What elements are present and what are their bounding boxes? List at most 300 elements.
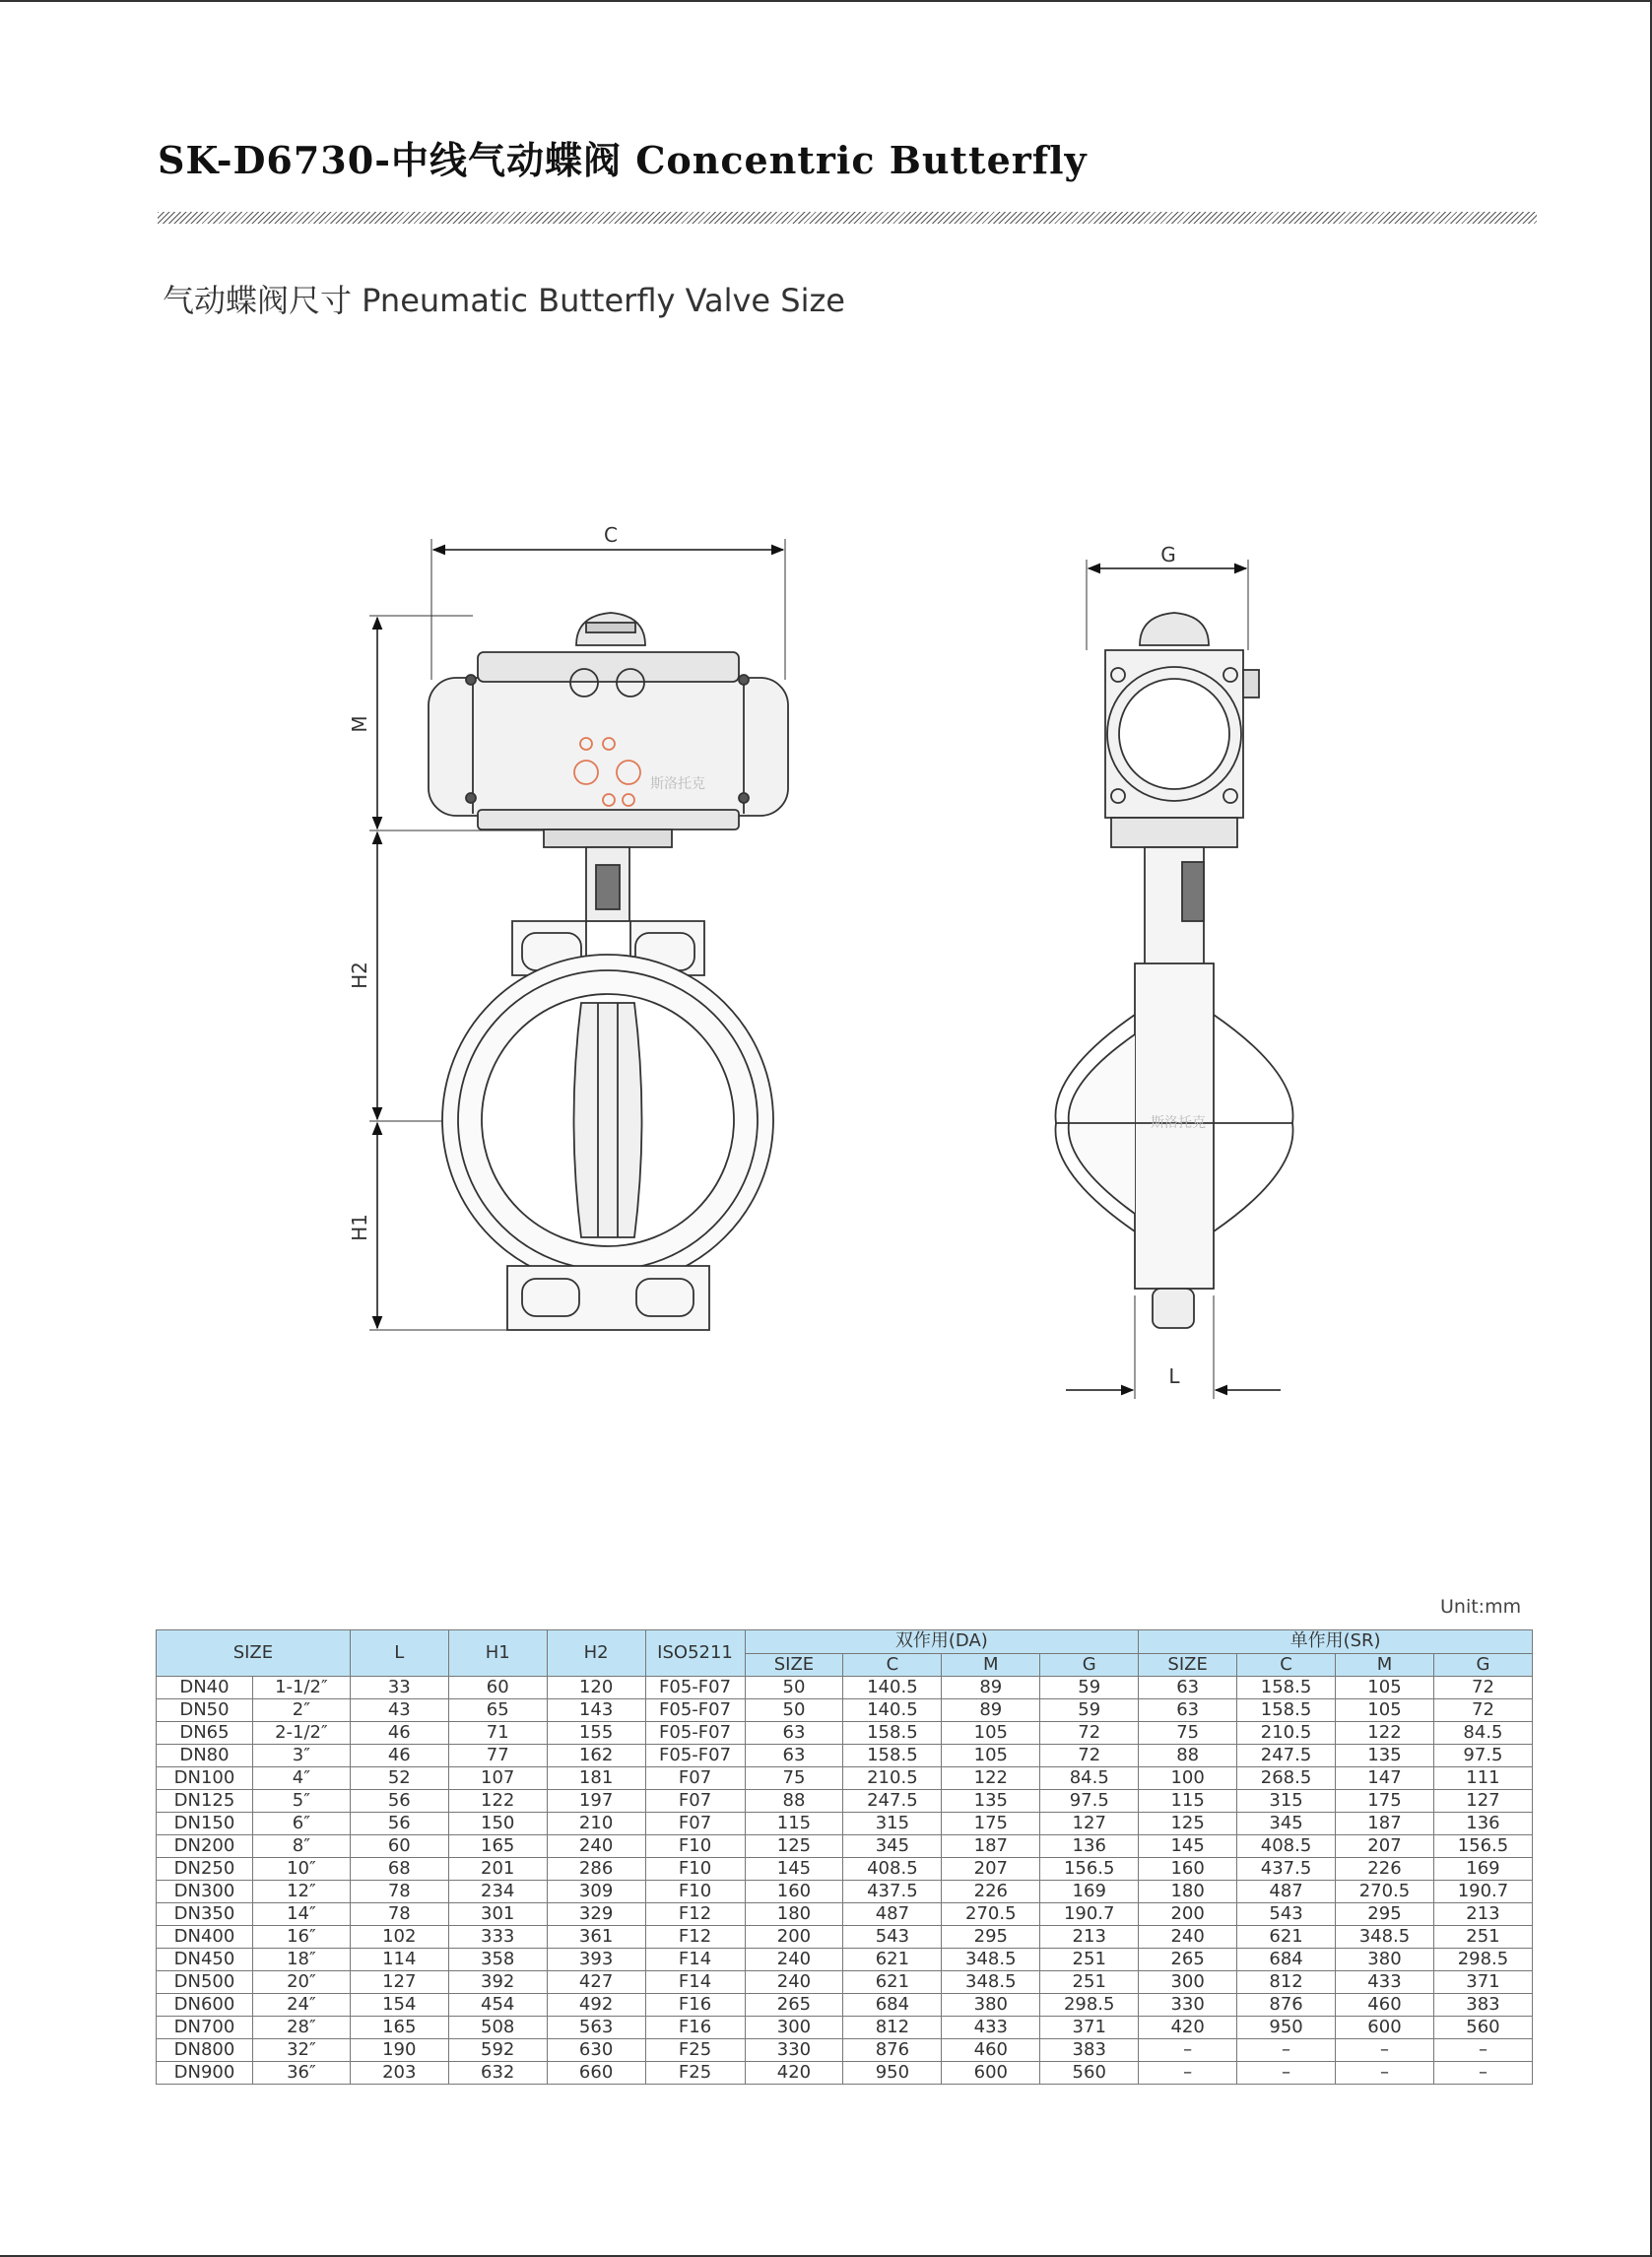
table-cell: 437.5	[1237, 1858, 1336, 1881]
table-row	[157, 1926, 1533, 1949]
table-cell: 268.5	[1237, 1767, 1336, 1790]
table-cell: 84.5	[1040, 1767, 1139, 1790]
table-cell: 187	[942, 1835, 1040, 1858]
table-cell: 32″	[252, 2039, 350, 2062]
table-cell: 226	[942, 1881, 1040, 1903]
table-cell: 371	[1040, 2017, 1139, 2039]
table-cell: 240	[745, 1949, 843, 1971]
table-cell: DN80	[157, 1745, 253, 1767]
header-sr-size: SIZE	[1139, 1653, 1237, 1677]
table-cell: 251	[1040, 1971, 1139, 1994]
table-cell: 75	[1139, 1722, 1237, 1745]
table-row	[157, 1881, 1533, 1903]
table-row	[157, 1767, 1533, 1790]
table-cell: 72	[1433, 1699, 1532, 1722]
table-cell: 950	[843, 2062, 942, 2085]
table-cell: 180	[1139, 1881, 1237, 1903]
table-cell: DN700	[157, 2017, 253, 2039]
table-cell: 63	[1139, 1677, 1237, 1699]
table-row	[157, 1722, 1533, 1745]
table-cell: 63	[745, 1745, 843, 1767]
table-cell: 408.5	[843, 1858, 942, 1881]
table-cell: 160	[1139, 1858, 1237, 1881]
table-cell: 125	[1139, 1813, 1237, 1835]
table-cell: 135	[1336, 1745, 1434, 1767]
table-cell: DN40	[157, 1677, 253, 1699]
table-cell: 160	[745, 1881, 843, 1903]
table-cell: 213	[1040, 1926, 1139, 1949]
table-cell: 165	[448, 1835, 547, 1858]
table-cell: 77	[448, 1745, 547, 1767]
table-cell: DN350	[157, 1903, 253, 1926]
table-row	[157, 1858, 1533, 1881]
header-iso: ISO5211	[645, 1630, 745, 1677]
table-cell: 97.5	[1040, 1790, 1139, 1813]
table-body	[157, 1677, 1533, 2085]
table-cell: 165	[350, 2017, 448, 2039]
table-cell: 156.5	[1433, 1835, 1532, 1858]
table-row	[157, 1949, 1533, 1971]
table-cell: 187	[1336, 1813, 1434, 1835]
table-cell: DN125	[157, 1790, 253, 1813]
table-cell: 20″	[252, 1971, 350, 1994]
table-cell: 329	[547, 1903, 645, 1926]
table-cell: DN400	[157, 1926, 253, 1949]
page-title: SK-D6730-中线气动蝶阀 Concentric Butterfly	[158, 138, 1088, 182]
table-cell: 46	[350, 1745, 448, 1767]
table-row	[157, 2017, 1533, 2039]
table-cell: 543	[1237, 1903, 1336, 1926]
table-cell: 156.5	[1040, 1858, 1139, 1881]
table-cell: 621	[1237, 1926, 1336, 1949]
table-cell: F16	[645, 1994, 745, 2017]
table-cell: 6″	[252, 1813, 350, 1835]
table-cell: 78	[350, 1903, 448, 1926]
table-row	[157, 1790, 1533, 1813]
table-row	[157, 1835, 1533, 1858]
table-cell: DN800	[157, 2039, 253, 2062]
table-cell: 136	[1433, 1813, 1532, 1835]
table-cell: F05-F07	[645, 1722, 745, 1745]
table-cell: 247.5	[843, 1790, 942, 1813]
table-row	[157, 1971, 1533, 1994]
table-cell: –	[1433, 2062, 1532, 2085]
table-cell: 210.5	[843, 1767, 942, 1790]
table-cell: 5″	[252, 1790, 350, 1813]
table-cell: 454	[448, 1994, 547, 2017]
table-cell: 169	[1433, 1858, 1532, 1881]
table-cell: 210	[547, 1813, 645, 1835]
table-cell: 162	[547, 1745, 645, 1767]
table-cell: 361	[547, 1926, 645, 1949]
table-cell: 155	[547, 1722, 645, 1745]
dim-label-g: G	[1160, 543, 1176, 566]
table-cell: 876	[843, 2039, 942, 2062]
table-cell: 433	[942, 2017, 1040, 2039]
table-cell: 105	[1336, 1677, 1434, 1699]
table-cell: 684	[843, 1994, 942, 2017]
table-cell: 358	[448, 1949, 547, 1971]
header-da-c: C	[843, 1653, 942, 1677]
table-cell: 136	[1040, 1835, 1139, 1858]
table-cell: 393	[547, 1949, 645, 1971]
table-cell: 181	[547, 1767, 645, 1790]
table-cell: 89	[942, 1699, 1040, 1722]
table-cell: 383	[1433, 1994, 1532, 2017]
table-cell: 89	[942, 1677, 1040, 1699]
table-cell: 175	[942, 1813, 1040, 1835]
table-cell: 100	[1139, 1767, 1237, 1790]
table-cell: 315	[1237, 1790, 1336, 1813]
table-cell: 383	[1040, 2039, 1139, 2062]
table-cell: 75	[745, 1767, 843, 1790]
dim-label-h1: H1	[348, 1214, 371, 1241]
table-cell: 36″	[252, 2062, 350, 2085]
table-cell: 150	[448, 1813, 547, 1835]
table-cell: –	[1336, 2062, 1434, 2085]
dim-label-c: C	[604, 523, 618, 547]
table-cell: 24″	[252, 1994, 350, 2017]
table-cell: 122	[942, 1767, 1040, 1790]
watermark-side: 斯洛托克	[1151, 1115, 1206, 1131]
table-cell: 88	[1139, 1745, 1237, 1767]
table-cell: 270.5	[942, 1903, 1040, 1926]
table-cell: 18″	[252, 1949, 350, 1971]
table-cell: 508	[448, 2017, 547, 2039]
table-cell: 97.5	[1433, 1745, 1532, 1767]
table-cell: 433	[1336, 1971, 1434, 1994]
table-cell: 52	[350, 1767, 448, 1790]
header-da-size: SIZE	[745, 1653, 843, 1677]
table-cell: 190.7	[1433, 1881, 1532, 1903]
table-cell: 105	[942, 1722, 1040, 1745]
table-cell: 563	[547, 2017, 645, 2039]
table-cell: 197	[547, 1790, 645, 1813]
table-cell: 158.5	[1237, 1677, 1336, 1699]
table-cell: DN500	[157, 1971, 253, 1994]
table-cell: 543	[843, 1926, 942, 1949]
table-cell: 265	[1139, 1949, 1237, 1971]
table-cell: DN100	[157, 1767, 253, 1790]
table-cell: F07	[645, 1790, 745, 1813]
table-cell: 72	[1433, 1677, 1532, 1699]
table-cell: 2″	[252, 1699, 350, 1722]
header-da-g: G	[1040, 1653, 1139, 1677]
table-cell: 247.5	[1237, 1745, 1336, 1767]
table-cell: 43	[350, 1699, 448, 1722]
table-cell: F25	[645, 2062, 745, 2085]
table-cell: 345	[843, 1835, 942, 1858]
table-cell: 3″	[252, 1745, 350, 1767]
table-cell: 660	[547, 2062, 645, 2085]
dim-label-h2: H2	[348, 962, 371, 989]
table-cell: 251	[1040, 1949, 1139, 1971]
table-cell: 8″	[252, 1835, 350, 1858]
table-cell: 348.5	[1336, 1926, 1434, 1949]
table-cell: 427	[547, 1971, 645, 1994]
table-cell: 120	[547, 1677, 645, 1699]
table-cell: 88	[745, 1790, 843, 1813]
table-row	[157, 1903, 1533, 1926]
table-cell: 147	[1336, 1767, 1434, 1790]
table-cell: 315	[843, 1813, 942, 1835]
table-cell: 200	[745, 1926, 843, 1949]
table-cell: 333	[448, 1926, 547, 1949]
table-cell: F12	[645, 1903, 745, 1926]
table-cell: 298.5	[1040, 1994, 1139, 2017]
table-cell: 632	[448, 2062, 547, 2085]
table-cell: 487	[843, 1903, 942, 1926]
table-cell: F07	[645, 1767, 745, 1790]
table-cell: 812	[843, 2017, 942, 2039]
table-cell: DN600	[157, 1994, 253, 2017]
table-cell: F05-F07	[645, 1745, 745, 1767]
table-cell: 300	[745, 2017, 843, 2039]
header-da-m: M	[942, 1653, 1040, 1677]
table-cell: DN65	[157, 1722, 253, 1745]
table-cell: 59	[1040, 1677, 1139, 1699]
table-cell: 180	[745, 1903, 843, 1926]
section-subtitle: 气动蝶阀尺寸 Pneumatic Butterfly Valve Size	[163, 282, 845, 319]
table-row	[157, 1745, 1533, 1767]
table-cell: 684	[1237, 1949, 1336, 1971]
table-cell: 207	[1336, 1835, 1434, 1858]
table-cell: 143	[547, 1699, 645, 1722]
table-cell: 46	[350, 1722, 448, 1745]
table-cell: 437.5	[843, 1881, 942, 1903]
table-cell: 460	[1336, 1994, 1434, 2017]
table-cell: 592	[448, 2039, 547, 2062]
table-cell: 135	[942, 1790, 1040, 1813]
header-h2: H2	[547, 1630, 645, 1677]
table-cell: 380	[1336, 1949, 1434, 1971]
table-cell: 158.5	[843, 1722, 942, 1745]
table-cell: 102	[350, 1926, 448, 1949]
table-cell: F10	[645, 1835, 745, 1858]
table-cell: 265	[745, 1994, 843, 2017]
table-cell: 295	[942, 1926, 1040, 1949]
table-cell: DN200	[157, 1835, 253, 1858]
table-cell: 270.5	[1336, 1881, 1434, 1903]
table-cell: 114	[350, 1949, 448, 1971]
table-cell: 50	[745, 1677, 843, 1699]
table-cell: –	[1433, 2039, 1532, 2062]
table-cell: 392	[448, 1971, 547, 1994]
table-cell: 158.5	[1237, 1699, 1336, 1722]
table-cell: 145	[1139, 1835, 1237, 1858]
table-cell: –	[1237, 2062, 1336, 2085]
table-cell: 154	[350, 1994, 448, 2017]
dim-label-l: L	[1168, 1364, 1180, 1388]
table-cell: 420	[745, 2062, 843, 2085]
table-cell: 4″	[252, 1767, 350, 1790]
table-cell: F25	[645, 2039, 745, 2062]
table-cell: F07	[645, 1813, 745, 1835]
table-cell: 812	[1237, 1971, 1336, 1994]
table-row	[157, 1699, 1533, 1722]
table-cell: 600	[1336, 2017, 1434, 2039]
table-cell: 122	[448, 1790, 547, 1813]
table-cell: 295	[1336, 1903, 1434, 1926]
table-cell: 460	[942, 2039, 1040, 2062]
table-cell: 28″	[252, 2017, 350, 2039]
table-cell: 298.5	[1433, 1949, 1532, 1971]
table-cell: 286	[547, 1858, 645, 1881]
table-cell: DN900	[157, 2062, 253, 2085]
table-cell: 175	[1336, 1790, 1434, 1813]
table-row	[157, 1813, 1533, 1835]
table-cell: F16	[645, 2017, 745, 2039]
table-cell: –	[1237, 2039, 1336, 2062]
table-cell: –	[1139, 2062, 1237, 2085]
size-spec-table	[156, 1629, 1533, 2085]
front-view	[369, 539, 788, 1330]
table-cell: 111	[1433, 1767, 1532, 1790]
table-cell: F14	[645, 1949, 745, 1971]
table-cell: 140.5	[843, 1677, 942, 1699]
table-cell: 487	[1237, 1881, 1336, 1903]
table-cell: 203	[350, 2062, 448, 2085]
table-cell: 213	[1433, 1903, 1532, 1926]
table-cell: 190.7	[1040, 1903, 1139, 1926]
table-row	[157, 2062, 1533, 2085]
table-cell: 190	[350, 2039, 448, 2062]
table-cell: 105	[1336, 1699, 1434, 1722]
table-cell: 127	[350, 1971, 448, 1994]
table-cell: 63	[745, 1722, 843, 1745]
table-cell: 14″	[252, 1903, 350, 1926]
table-cell: 16″	[252, 1926, 350, 1949]
table-cell: 630	[547, 2039, 645, 2062]
table-cell: DN450	[157, 1949, 253, 1971]
table-cell: 115	[1139, 1790, 1237, 1813]
table-cell: DN150	[157, 1813, 253, 1835]
table-cell: 201	[448, 1858, 547, 1881]
table-cell: 240	[745, 1971, 843, 1994]
table-cell: 371	[1433, 1971, 1532, 1994]
table-cell: 59	[1040, 1699, 1139, 1722]
table-cell: 300	[1139, 1971, 1237, 1994]
table-cell: DN250	[157, 1858, 253, 1881]
table-cell: 492	[547, 1994, 645, 2017]
table-cell: 72	[1040, 1722, 1139, 1745]
table-cell: –	[1336, 2039, 1434, 2062]
table-cell: 234	[448, 1881, 547, 1903]
table-cell: 78	[350, 1881, 448, 1903]
header-da-group: 双作用(DA)	[745, 1630, 1139, 1654]
table-cell: 72	[1040, 1745, 1139, 1767]
table-cell: F10	[645, 1858, 745, 1881]
table-cell: 560	[1040, 2062, 1139, 2085]
table-cell: 127	[1040, 1813, 1139, 1835]
table-cell: 348.5	[942, 1971, 1040, 1994]
dim-label-m: M	[348, 715, 371, 733]
header-sr-c: C	[1237, 1653, 1336, 1677]
table-cell: 560	[1433, 2017, 1532, 2039]
table-cell: 65	[448, 1699, 547, 1722]
table-row	[157, 1994, 1533, 2017]
watermark-front: 斯洛托克	[650, 776, 705, 792]
table-cell: 950	[1237, 2017, 1336, 2039]
table-cell: 71	[448, 1722, 547, 1745]
table-cell: 420	[1139, 2017, 1237, 2039]
table-cell: 200	[1139, 1903, 1237, 1926]
table-cell: 380	[942, 1994, 1040, 2017]
table-cell: 127	[1433, 1790, 1532, 1813]
table-row	[157, 2039, 1533, 2062]
table-cell: 12″	[252, 1881, 350, 1903]
table-cell: F10	[645, 1881, 745, 1903]
table-cell: 330	[1139, 1994, 1237, 2017]
table-cell: F12	[645, 1926, 745, 1949]
side-view	[1055, 560, 1292, 1399]
table-cell: 56	[350, 1813, 448, 1835]
table-cell: F05-F07	[645, 1699, 745, 1722]
header-size: SIZE	[157, 1630, 351, 1677]
header-h1: H1	[448, 1630, 547, 1677]
table-cell: 345	[1237, 1813, 1336, 1835]
table-cell: 621	[843, 1971, 942, 1994]
table-cell: 107	[448, 1767, 547, 1790]
header-sr-m: M	[1336, 1653, 1434, 1677]
table-cell: 408.5	[1237, 1835, 1336, 1858]
table-cell: 33	[350, 1677, 448, 1699]
table-cell: 330	[745, 2039, 843, 2062]
table-cell: 251	[1433, 1926, 1532, 1949]
table-cell: 169	[1040, 1881, 1139, 1903]
unit-label: Unit:mm	[1440, 1596, 1522, 1618]
table-cell: 876	[1237, 1994, 1336, 2017]
table-cell: 210.5	[1237, 1722, 1336, 1745]
table-cell: DN50	[157, 1699, 253, 1722]
header-sr-group: 单作用(SR)	[1139, 1630, 1533, 1654]
table-cell: 56	[350, 1790, 448, 1813]
table-cell: 621	[843, 1949, 942, 1971]
table-cell: 226	[1336, 1858, 1434, 1881]
table-cell: 10″	[252, 1858, 350, 1881]
table-cell: 240	[547, 1835, 645, 1858]
table-cell: 207	[942, 1858, 1040, 1881]
table-cell: 240	[1139, 1926, 1237, 1949]
table-cell: 600	[942, 2062, 1040, 2085]
table-cell: 68	[350, 1858, 448, 1881]
table-cell: 122	[1336, 1722, 1434, 1745]
table-cell: DN300	[157, 1881, 253, 1903]
table-cell: 301	[448, 1903, 547, 1926]
table-cell: 84.5	[1433, 1722, 1532, 1745]
table-cell: 158.5	[843, 1745, 942, 1767]
table-cell: 50	[745, 1699, 843, 1722]
table-cell: 125	[745, 1835, 843, 1858]
table-row	[157, 1677, 1533, 1699]
table-cell: 140.5	[843, 1699, 942, 1722]
table-cell: 348.5	[942, 1949, 1040, 1971]
table-cell: 60	[350, 1835, 448, 1858]
header-l: L	[350, 1630, 448, 1677]
table-cell: F05-F07	[645, 1677, 745, 1699]
table-cell: 105	[942, 1745, 1040, 1767]
table-cell: 60	[448, 1677, 547, 1699]
table-cell: 115	[745, 1813, 843, 1835]
table-cell: –	[1139, 2039, 1237, 2062]
table-cell: 309	[547, 1881, 645, 1903]
table-cell: 2-1/2″	[252, 1722, 350, 1745]
table-cell: 1-1/2″	[252, 1677, 350, 1699]
table-cell: F14	[645, 1971, 745, 1994]
header-sr-g: G	[1433, 1653, 1532, 1677]
table-cell: 63	[1139, 1699, 1237, 1722]
table-cell: 145	[745, 1858, 843, 1881]
